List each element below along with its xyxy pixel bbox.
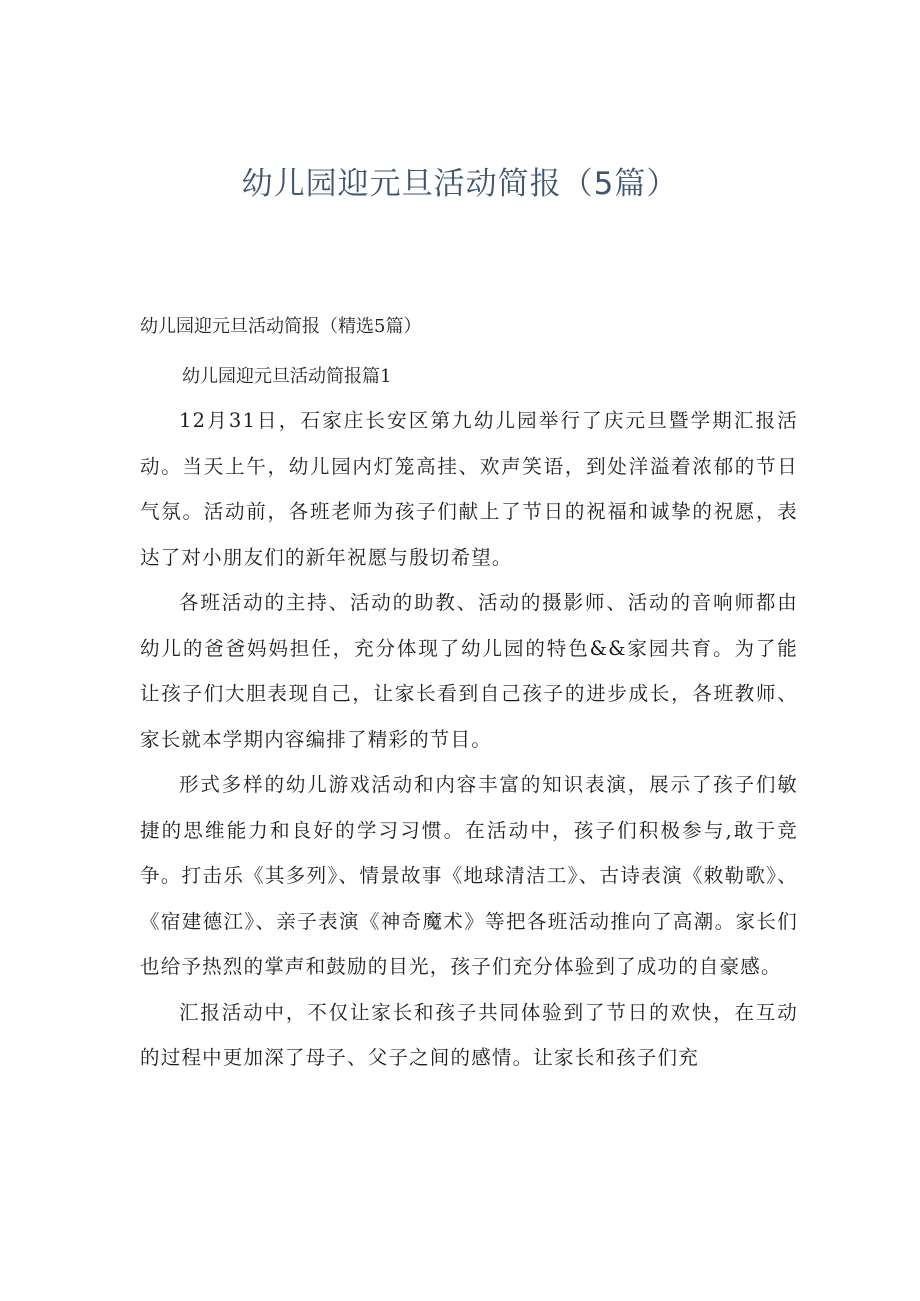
paragraph: 形式多样的幼儿游戏活动和内容丰富的知识表演，展示了孩子们敏捷的思维能力和良好的学习习惯。在活动中，孩子们积极参与,敢于竞争。打击乐《其多列》、情景故事《地球清洁工》、古诗表演《敕勒歌》、《宿建德江》、亲子表演《神奇魔术》等把各班活动推向了高潮。家长们也给予热烈的掌声和鼓励的目光，孩子们充分体验到了成功的自豪感。: [140, 773, 798, 978]
paragraph: 汇报活动中，不仅让家长和孩子共同体验到了节日的欢快，在互动的过程中更加深了母子、父子之间的感情。让家长和孩子们充: [140, 1000, 798, 1069]
paragraph: 各班活动的主持、活动的助教、活动的摄影师、活动的音响师都由幼儿的爸爸妈妈担任，充分体现了幼儿园的特色&&家园共育。为了能让孩子们大胆表现自己，让家长看到自己孩子的进步成长，各班教师、家长就本学期内容编排了精彩的节目。: [140, 591, 798, 751]
body-text: [140, 398, 798, 1081]
document-subtitle: 幼儿园迎元旦活动简报（精选5篇）: [140, 316, 422, 337]
document-title: 幼儿园迎元旦活动简报（5篇）: [241, 166, 679, 202]
section-heading: 幼儿园迎元旦活动简报篇1: [182, 366, 392, 387]
paragraph: 12月31日，石家庄长安区第九幼儿园举行了庆元旦暨学期汇报活动。当天上午，幼儿园内灯笼高挂、欢声笑语，到处洋溢着浓郁的节日气氛。活动前，各班老师为孩子们献上了节日的祝福和诚挚的祝愿，表达了对小朋友们的新年祝愿与殷切希望。: [140, 409, 798, 569]
